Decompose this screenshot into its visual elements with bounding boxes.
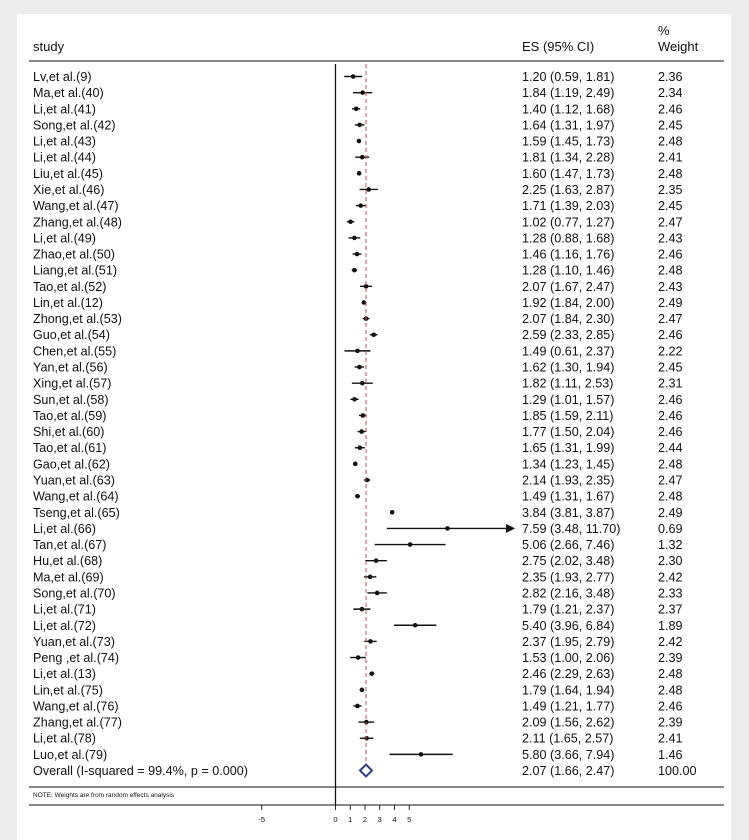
study-point-estimate	[413, 623, 418, 628]
overall-label: Overall (I-squared = 99.4%, p = 0.000)	[33, 764, 248, 779]
study-weight: 2.39	[658, 651, 683, 666]
study-label: Li,et al.(43)	[33, 134, 96, 149]
study-weight: 2.46	[658, 699, 683, 714]
study-label: Song,et al.(70)	[33, 586, 116, 601]
study-point-estimate	[360, 413, 365, 418]
study-point-estimate	[359, 429, 364, 434]
study-es-ci: 5.40 (3.96, 6.84)	[522, 618, 615, 633]
study-weight: 2.48	[658, 667, 683, 682]
study-point-estimate	[357, 365, 362, 370]
study-weight: 0.69	[658, 521, 683, 536]
study-es-ci: 3.84 (3.81, 3.87)	[522, 505, 615, 520]
study-es-ci: 1.40 (1.12, 1.68)	[522, 102, 615, 117]
study-es-ci: 1.49 (0.61, 2.37)	[522, 344, 615, 359]
study-es-ci: 1.71 (1.39, 2.03)	[522, 199, 615, 214]
study-es-ci: 1.29 (1.01, 1.57)	[522, 392, 615, 407]
study-label: Zhang,et al.(77)	[33, 715, 122, 730]
study-label: Li,et al.(66)	[33, 521, 96, 536]
study-label: Yan,et al.(56)	[33, 360, 108, 375]
study-weight: 2.33	[658, 586, 683, 601]
study-point-estimate	[375, 591, 380, 596]
study-label: Li,et al.(13)	[33, 667, 96, 682]
study-weight: 2.37	[658, 602, 683, 617]
study-label: Li,et al.(71)	[33, 602, 96, 617]
study-weight: 2.35	[658, 182, 683, 197]
study-label: Gao,et al.(62)	[33, 457, 111, 472]
study-weight: 2.46	[658, 328, 683, 343]
x-tick-label: 1	[348, 815, 353, 824]
study-point-estimate	[353, 462, 358, 467]
study-point-estimate	[368, 575, 373, 580]
study-point-estimate	[419, 752, 424, 757]
study-label: Chen,et al.(55)	[33, 344, 117, 359]
header-es-ci: ES (95% CI)	[522, 39, 595, 54]
study-point-estimate	[368, 639, 373, 644]
header-weight-percent: %	[658, 23, 670, 38]
study-point-estimate	[352, 397, 357, 402]
study-es-ci: 1.20 (0.59, 1.81)	[522, 70, 615, 84]
study-label: Zhong,et al.(53)	[33, 312, 122, 327]
study-point-estimate	[408, 542, 413, 547]
study-es-ci: 2.25 (1.63, 2.87)	[522, 182, 615, 197]
study-point-estimate	[357, 171, 362, 176]
study-es-ci: 1.64 (1.31, 1.97)	[522, 118, 615, 133]
study-weight: 2.36	[658, 70, 683, 84]
study-es-ci: 1.53 (1.00, 2.06)	[522, 651, 615, 666]
study-point-estimate	[360, 381, 365, 386]
study-weight: 2.48	[658, 489, 683, 504]
study-point-estimate	[360, 688, 365, 693]
study-weight: 2.41	[658, 150, 683, 165]
weights-note: NOTE: Weights are from random effects analysis	[33, 792, 175, 799]
study-weight: 2.43	[658, 279, 683, 294]
study-label: Liang,et al.(51)	[33, 263, 118, 278]
study-label: Ma,et al.(69)	[33, 570, 104, 585]
x-tick-label: 0	[333, 815, 338, 824]
study-weight: 2.46	[658, 102, 683, 117]
study-es-ci: 1.77 (1.50, 2.04)	[522, 425, 615, 440]
study-weight: 1.46	[658, 747, 683, 762]
study-weight: 2.46	[658, 425, 683, 440]
study-point-estimate	[355, 252, 360, 257]
forest-plot	[17, 14, 731, 840]
study-point-estimate	[366, 187, 371, 192]
study-es-ci: 1.28 (0.88, 1.68)	[522, 231, 615, 246]
study-point-estimate	[355, 349, 360, 354]
study-label: Song,et al.(42)	[33, 118, 116, 133]
overall-es-ci: 2.07 (1.66, 2.47)	[522, 764, 615, 779]
study-weight: 2.45	[658, 118, 683, 133]
study-es-ci: 1.49 (1.21, 1.77)	[522, 699, 615, 714]
study-es-ci: 1.82 (1.11, 2.53)	[522, 376, 614, 391]
study-point-estimate	[352, 268, 357, 273]
x-tick-label: 3	[377, 815, 382, 824]
study-point-estimate	[362, 300, 367, 305]
study-weight: 2.31	[658, 376, 683, 391]
study-es-ci: 2.46 (2.29, 2.63)	[522, 667, 615, 682]
x-tick-label: -5	[258, 815, 266, 824]
study-weight: 1.89	[658, 618, 683, 633]
study-weight: 2.46	[658, 247, 683, 262]
study-point-estimate	[364, 736, 369, 741]
x-axis	[258, 805, 411, 824]
study-point-estimate	[351, 74, 356, 79]
study-point-estimate	[355, 494, 360, 499]
study-es-ci: 1.60 (1.47, 1.73)	[522, 166, 615, 181]
study-weight: 2.45	[658, 360, 683, 375]
study-es-ci: 2.35 (1.93, 2.77)	[522, 570, 615, 585]
study-label: Li,et al.(72)	[33, 618, 96, 633]
study-point-estimate	[357, 139, 362, 144]
study-es-ci: 1.62 (1.30, 1.94)	[522, 360, 615, 375]
study-point-estimate	[390, 510, 395, 515]
study-label: Liu,et al.(45)	[33, 166, 104, 181]
overall-diamond	[360, 765, 372, 777]
study-point-estimate	[358, 445, 363, 450]
study-weight: 2.49	[658, 505, 683, 520]
study-label: Yuan,et al.(63)	[33, 473, 115, 488]
study-es-ci: 7.59 (3.48, 11.70)	[522, 521, 621, 536]
study-es-ci: 1.65 (1.31, 1.99)	[522, 441, 615, 456]
study-label: Tseng,et al.(65)	[33, 505, 120, 520]
study-weight: 2.46	[658, 408, 683, 423]
study-label: Shi,et al.(60)	[33, 425, 105, 440]
study-weight: 2.48	[658, 134, 683, 149]
study-point-estimate	[358, 203, 363, 208]
study-weight: 2.34	[658, 86, 683, 101]
header-study: study	[33, 39, 65, 54]
study-point-estimate	[352, 236, 357, 241]
study-weight: 2.39	[658, 715, 683, 730]
study-es-ci: 1.81 (1.34, 2.28)	[522, 150, 615, 165]
study-es-ci: 5.80 (3.66, 7.94)	[522, 747, 615, 762]
study-es-ci: 1.59 (1.45, 1.73)	[522, 134, 615, 149]
study-label: Sun,et al.(58)	[33, 392, 109, 407]
study-label: Li,et al.(41)	[33, 102, 96, 117]
study-point-estimate	[360, 607, 365, 612]
study-label: Tao,et al.(59)	[33, 408, 107, 423]
study-weight: 2.42	[658, 570, 683, 585]
overall-weight: 100.00	[658, 764, 697, 779]
study-es-ci: 1.85 (1.59, 2.11)	[522, 408, 614, 423]
study-point-estimate	[348, 219, 353, 224]
study-weight: 2.48	[658, 263, 683, 278]
study-label: Zhao,et al.(50)	[33, 247, 115, 262]
study-label: Li,et al.(78)	[33, 731, 96, 746]
study-ci-arrow	[506, 524, 515, 533]
study-weight: 1.32	[658, 538, 683, 553]
study-weight: 2.41	[658, 731, 683, 746]
study-weight: 2.48	[658, 683, 683, 698]
study-weight: 2.43	[658, 231, 683, 246]
study-es-ci: 1.92 (1.84, 2.00)	[522, 295, 615, 310]
study-es-ci: 1.79 (1.21, 2.37)	[522, 602, 615, 617]
study-point-estimate	[357, 123, 362, 128]
study-label: Xie,et al.(46)	[33, 182, 105, 197]
study-es-ci: 2.37 (1.95, 2.79)	[522, 634, 615, 649]
study-es-ci: 5.06 (2.66, 7.46)	[522, 538, 615, 553]
study-es-ci: 2.07 (1.67, 2.47)	[522, 279, 615, 294]
study-label: Tao,et al.(61)	[33, 441, 107, 456]
study-es-ci: 1.46 (1.16, 1.76)	[522, 247, 615, 262]
forest-plot-panel	[17, 14, 731, 840]
study-point-estimate	[445, 526, 450, 531]
study-weight: 2.47	[658, 473, 683, 488]
study-label: Peng ,et al.(74)	[33, 651, 120, 666]
study-weight: 2.42	[658, 634, 683, 649]
study-weight: 2.46	[658, 392, 683, 407]
study-rows	[33, 70, 697, 778]
study-point-estimate	[360, 90, 365, 95]
study-weight: 2.48	[658, 457, 683, 472]
study-weight: 2.47	[658, 215, 683, 230]
x-tick-label: 2	[362, 815, 368, 824]
study-es-ci: 1.84 (1.19, 2.49)	[522, 86, 615, 101]
study-weight: 2.22	[658, 344, 683, 359]
study-point-estimate	[355, 704, 360, 709]
study-label: Lin,et al.(75)	[33, 683, 104, 698]
study-label: Luo,et al.(79)	[33, 747, 108, 762]
study-label: Wang,et al.(76)	[33, 699, 119, 714]
study-label: Hu,et al.(68)	[33, 554, 103, 569]
study-es-ci: 1.28 (1.10, 1.46)	[522, 263, 615, 278]
study-weight: 2.48	[658, 166, 683, 181]
study-es-ci: 1.34 (1.23, 1.45)	[522, 457, 615, 472]
study-es-ci: 1.02 (0.77, 1.27)	[522, 215, 615, 230]
x-tick-label: 5	[407, 815, 412, 824]
study-label: Zhang,et al.(48)	[33, 215, 122, 230]
header-weight: Weight	[658, 39, 699, 54]
study-label: Xing,et al.(57)	[33, 376, 112, 391]
study-es-ci: 2.09 (1.56, 2.62)	[522, 715, 615, 730]
study-point-estimate	[360, 155, 365, 160]
study-es-ci: 1.79 (1.64, 1.94)	[522, 683, 615, 698]
study-point-estimate	[354, 106, 359, 111]
study-label: Li,et al.(44)	[33, 150, 96, 165]
study-label: Tao,et al.(52)	[33, 279, 107, 294]
study-point-estimate	[365, 478, 370, 483]
study-label: Ma,et al.(40)	[33, 86, 104, 101]
study-label: Tan,et al.(67)	[33, 538, 107, 553]
study-point-estimate	[356, 655, 361, 660]
study-es-ci: 2.14 (1.93, 2.35)	[522, 473, 615, 488]
study-weight: 2.30	[658, 554, 683, 569]
study-weight: 2.49	[658, 295, 683, 310]
study-label: Lv,et al.(9)	[33, 70, 92, 84]
study-label: Guo,et al.(54)	[33, 328, 111, 343]
study-weight: 2.45	[658, 199, 683, 214]
study-label: Li,et al.(49)	[33, 231, 96, 246]
study-es-ci: 1.49 (1.31, 1.67)	[522, 489, 615, 504]
study-point-estimate	[369, 671, 374, 676]
study-label: Wang,et al.(64)	[33, 489, 119, 504]
x-tick-label: 4	[392, 815, 397, 824]
study-label: Lin,et al.(12)	[33, 295, 104, 310]
study-label: Yuan,et al.(73)	[33, 634, 115, 649]
study-label: Wang,et al.(47)	[33, 199, 119, 214]
study-weight: 2.44	[658, 441, 683, 456]
study-es-ci: 2.11 (1.65, 2.57)	[522, 731, 614, 746]
study-point-estimate	[374, 558, 379, 563]
study-es-ci: 2.59 (2.33, 2.85)	[522, 328, 615, 343]
study-es-ci: 2.82 (2.16, 3.48)	[522, 586, 615, 601]
study-es-ci: 2.07 (1.84, 2.30)	[522, 312, 615, 327]
study-es-ci: 2.75 (2.02, 3.48)	[522, 554, 615, 569]
study-point-estimate	[371, 332, 376, 337]
study-weight: 2.47	[658, 312, 683, 327]
